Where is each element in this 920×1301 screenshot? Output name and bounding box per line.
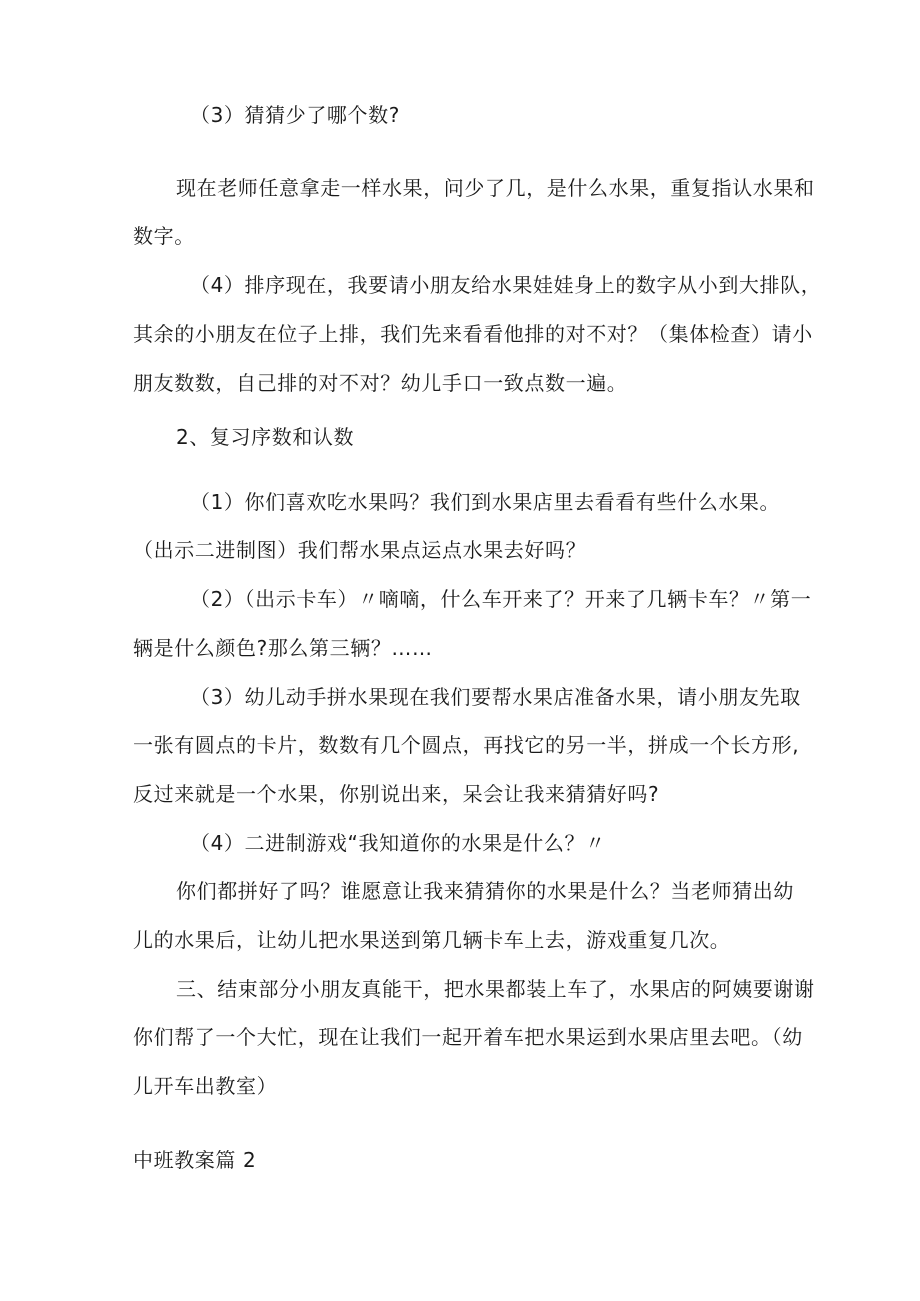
paragraph-line: 三、结束部分小朋友真能干，把水果都装上车了，水果店的阿姨要谢谢: [176, 977, 815, 1001]
paragraph-line: 辆是什么颜色?那么第三辆？……: [133, 636, 433, 660]
paragraph-line: 其余的小朋友在位子上排，我们先来看看他排的对不对？（集体检查）请小: [133, 322, 813, 346]
paragraph-line: 一张有圆点的卡片，数数有几个圆点，再找它的另一半，拼成一个长方形,: [133, 733, 800, 757]
paragraph-line: 现在老师任意拿走一样水果，问少了几，是什么水果，重复指认水果和: [176, 176, 815, 200]
paragraph-line: （4）二进制游戏“我知道你的水果是什么？〃: [190, 831, 606, 855]
paragraph-line: 儿的水果后，让幼儿把水果送到第几辆卡车上去，游戏重复几次。: [133, 928, 731, 952]
section-title: 中班教案篇 2: [133, 1148, 257, 1172]
subsection-heading-3: （3）猜猜少了哪个数?: [190, 103, 400, 127]
paragraph-line: 儿开车出教室）: [133, 1074, 278, 1098]
paragraph-line: 你们都拼好了吗？谁愿意让我来猜猜你的水果是什么？当老师猜出幼: [176, 879, 794, 903]
paragraph-line: 你们帮了一个大忙，现在让我们一起开着车把水果运到水果店里去吧。（幼: [133, 1025, 803, 1049]
paragraph-line: （4）排序现在，我要请小朋友给水果娃娃身上的数字从小到大排队，: [190, 273, 822, 297]
section-heading: 2、复习序数和认数: [176, 425, 355, 449]
paragraph-line: （2）（出示卡车）〃嘀嘀，什么车开来了？开来了几辆卡车？〃第一: [190, 587, 812, 611]
paragraph-line: 朋友数数，自己排的对不对？幼儿手口一致点数一遍。: [133, 371, 628, 395]
paragraph-line: 数字。: [133, 224, 195, 248]
paragraph-line: （1）你们喜欢吃水果吗？我们到水果店里去看看有些什么水果。: [190, 490, 781, 514]
paragraph-line: 反过来就是一个水果，你别说出来，呆会让我来猜猜好吗?: [133, 782, 660, 806]
paragraph-line: （出示二进制图）我们帮水果点运点水果去好吗？: [133, 538, 587, 562]
paragraph-line: （3）幼儿动手拼水果现在我们要帮水果店准备水果，请小朋友先取: [190, 685, 801, 709]
